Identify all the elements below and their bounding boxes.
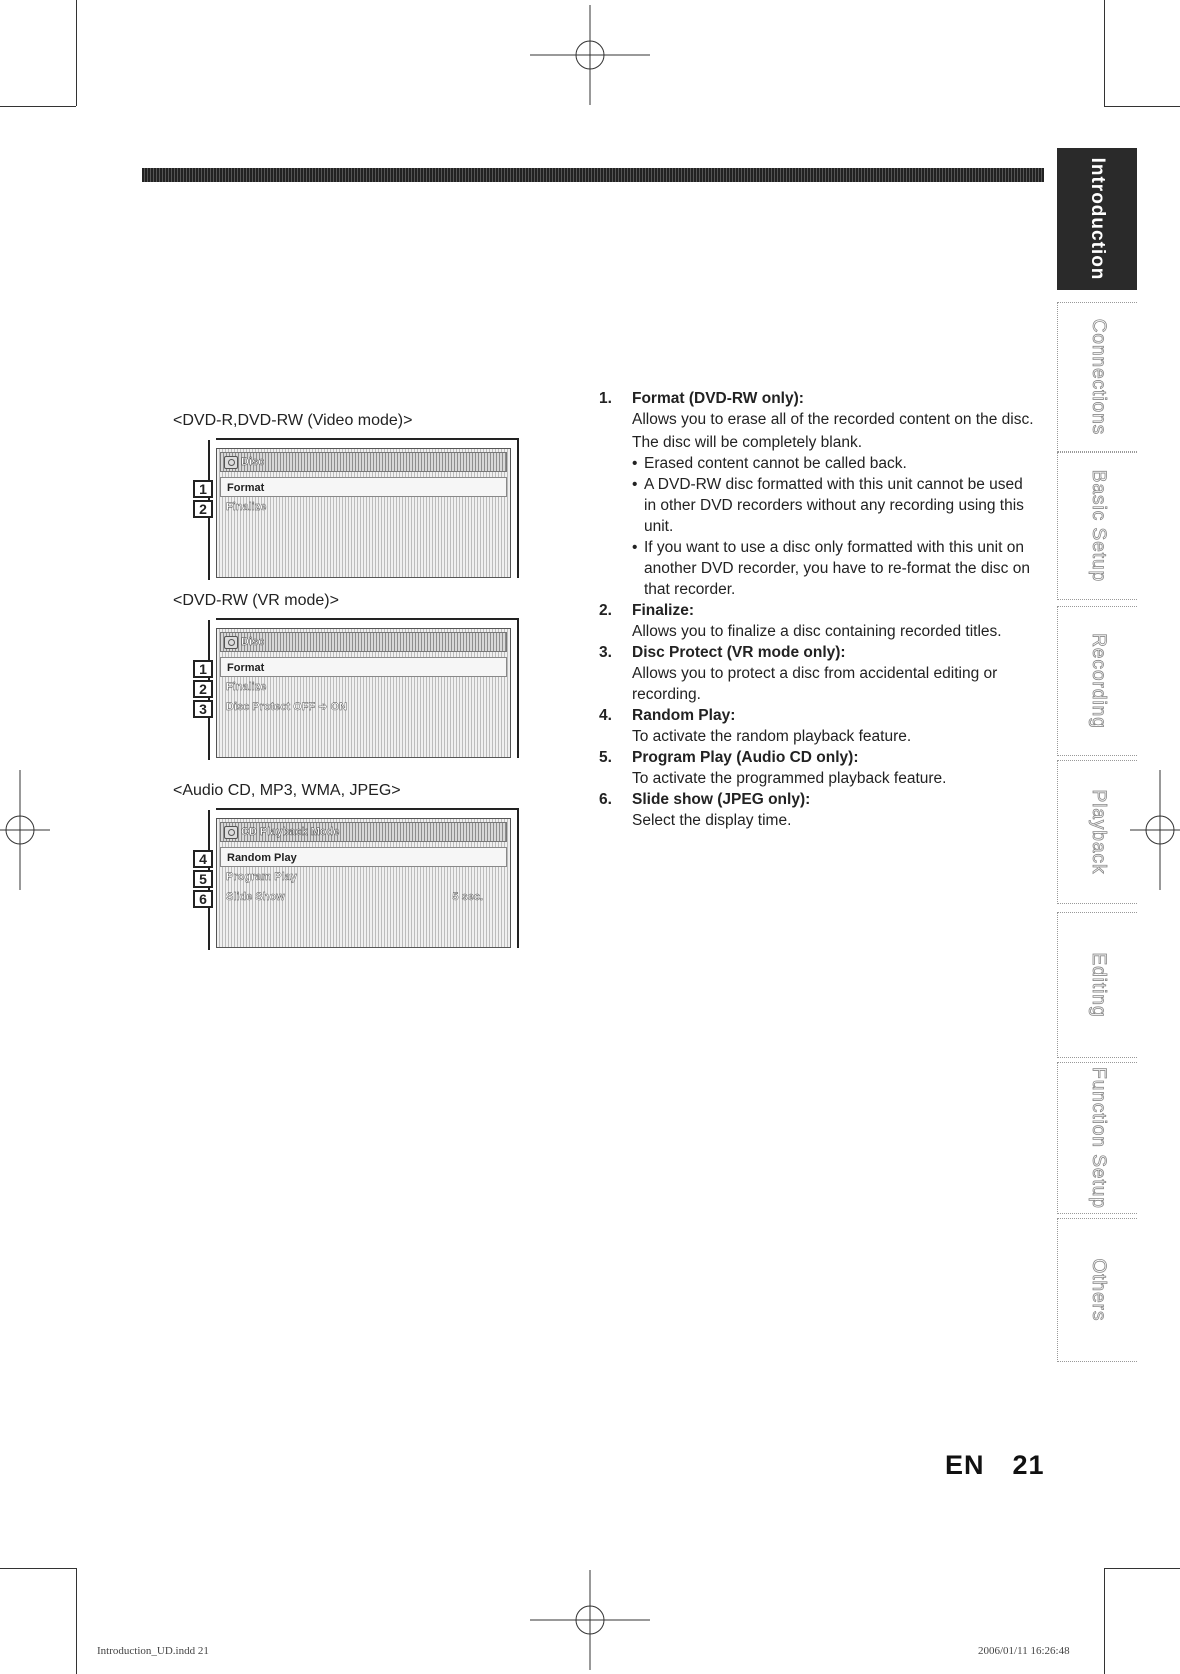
footer-file: Introduction_UD.indd 21 — [97, 1645, 209, 1657]
menu-item-disc-protect[interactable] — [220, 697, 507, 717]
callout-number: 2 — [193, 680, 213, 698]
registration-mark-top — [530, 5, 650, 105]
tab-others[interactable] — [1057, 1218, 1137, 1362]
osd-screen-disc-vr — [216, 618, 519, 758]
disc-icon — [224, 456, 238, 469]
page-lang: EN — [945, 1450, 985, 1480]
menu-item-label: Slide Show — [226, 891, 285, 903]
crop-mark — [1104, 1568, 1180, 1569]
osd-title: Disc — [241, 636, 265, 648]
tab-label: Others — [1087, 1258, 1109, 1322]
tab-label: Basic Setup — [1087, 469, 1109, 583]
item-number: 1. — [599, 390, 612, 407]
tab-basic-setup[interactable] — [1057, 452, 1137, 600]
item-heading: Slide show (JPEG only): — [632, 791, 811, 808]
screen-caption: <Audio CD, MP3, WMA, JPEG> — [173, 782, 401, 799]
tab-label: Recording — [1087, 633, 1109, 729]
item-text: Select the display time. — [632, 812, 792, 829]
item-text: Allows you to erase all of the recorded content on the disc. — [632, 411, 1034, 428]
cd-icon — [224, 826, 238, 839]
menu-item-slide-show[interactable] — [220, 887, 507, 907]
screen-caption: <DVD-RW (VR mode)> — [173, 592, 339, 609]
callout-number: 4 — [193, 850, 213, 868]
osd-title-bar — [220, 452, 507, 472]
page-number-value: 21 — [1012, 1450, 1045, 1480]
tab-label: Introduction — [1087, 157, 1108, 281]
bullet-text: • Erased content cannot be called back. — [632, 453, 1039, 474]
osd-panel — [216, 448, 511, 578]
item-heading: Random Play: — [632, 707, 736, 724]
osd-screen-cd-playback — [216, 808, 519, 948]
tab-label: Function Setup — [1087, 1067, 1109, 1209]
tab-function-setup[interactable] — [1057, 1062, 1137, 1214]
osd-panel — [216, 818, 511, 948]
crop-mark — [76, 0, 77, 106]
tab-label: Connections — [1087, 318, 1109, 436]
osd-title: Disc — [241, 456, 265, 468]
callout-number: 5 — [193, 870, 213, 888]
menu-item-format[interactable] — [220, 477, 507, 497]
osd-screen-disc-video — [216, 438, 519, 578]
tab-recording[interactable] — [1057, 606, 1137, 756]
menu-item-finalize[interactable] — [220, 497, 507, 517]
item-number: 3. — [599, 644, 612, 661]
menu-item-format[interactable] — [220, 657, 507, 677]
osd-title: CD Playback Mode — [241, 826, 340, 838]
callout-number: 3 — [193, 700, 213, 718]
menu-item-label: Format — [227, 662, 265, 674]
menu-item-label: Finalize — [226, 681, 267, 693]
item-heading: Finalize: — [632, 602, 695, 619]
tab-label: Playback — [1087, 789, 1109, 875]
item-text: The disc will be completely blank. — [632, 434, 863, 451]
item-number: 2. — [599, 602, 612, 619]
item-heading: Program Play (Audio CD only): — [632, 749, 859, 766]
bullet-text: • A DVD-RW disc formatted with this unit cannot be used in other DVD recorders without any recording using this unit. — [632, 474, 1039, 537]
menu-item-label: Random Play — [227, 852, 297, 864]
osd-panel — [216, 628, 511, 758]
item-text: Allows you to protect a disc from accidental editing or recording. — [632, 665, 998, 703]
crop-mark — [0, 106, 76, 107]
crop-mark — [0, 1568, 76, 1569]
footer-timestamp: 2006/01/11 16:26:48 — [978, 1645, 1070, 1657]
tab-playback[interactable] — [1057, 760, 1137, 904]
list-item — [599, 600, 1039, 642]
screen-caption: <DVD-R,DVD-RW (Video mode)> — [173, 412, 413, 429]
menu-item-label: Disc Protect OFF ➔ ON — [226, 701, 348, 713]
item-text: To activate the programmed playback feature. — [632, 770, 947, 787]
page-number — [945, 1450, 1045, 1481]
registration-mark-left — [0, 770, 50, 890]
description-list — [599, 388, 1039, 831]
bullet-text: • If you want to use a disc only formatted with this unit on another DVD recorder, you have to re-format the disc on that recorder. — [632, 537, 1039, 600]
item-text: To activate the random playback feature. — [632, 728, 912, 745]
item-number: 5. — [599, 749, 612, 766]
menu-item-random-play[interactable] — [220, 847, 507, 867]
callout-number: 1 — [193, 480, 213, 498]
crop-mark — [1104, 0, 1105, 106]
item-text: Allows you to finalize a disc containing recorded titles. — [632, 623, 1002, 640]
list-item — [599, 747, 1039, 789]
registration-mark-bottom — [530, 1570, 650, 1670]
callout-number: 2 — [193, 500, 213, 518]
tab-label: Editing — [1087, 952, 1109, 1018]
osd-title-bar — [220, 822, 507, 842]
menu-item-finalize[interactable] — [220, 677, 507, 697]
list-item — [599, 705, 1039, 747]
tab-introduction[interactable] — [1057, 148, 1137, 290]
disc-icon — [224, 636, 238, 649]
menu-item-label: Format — [227, 482, 265, 494]
crop-mark — [1104, 106, 1180, 107]
item-heading: Disc Protect (VR mode only): — [632, 644, 846, 661]
tab-connections[interactable] — [1057, 302, 1137, 452]
crop-mark — [76, 1568, 77, 1674]
callout-number: 1 — [193, 660, 213, 678]
list-item — [599, 388, 1039, 600]
item-heading: Format (DVD-RW only): — [632, 390, 804, 407]
menu-item-program-play[interactable] — [220, 867, 507, 887]
crop-mark — [1104, 1568, 1105, 1674]
header-bar — [142, 168, 1044, 182]
callout-number: 6 — [193, 890, 213, 908]
tab-editing[interactable] — [1057, 912, 1137, 1058]
osd-title-bar — [220, 632, 507, 652]
menu-item-label: Program Play — [226, 871, 297, 883]
item-number: 6. — [599, 791, 612, 808]
slide-show-value: 5 sec. — [452, 891, 483, 903]
item-number: 4. — [599, 707, 612, 724]
list-item — [599, 789, 1039, 831]
menu-item-label: Finalize — [226, 501, 267, 513]
list-item — [599, 642, 1039, 705]
registration-mark-right — [1130, 770, 1180, 890]
